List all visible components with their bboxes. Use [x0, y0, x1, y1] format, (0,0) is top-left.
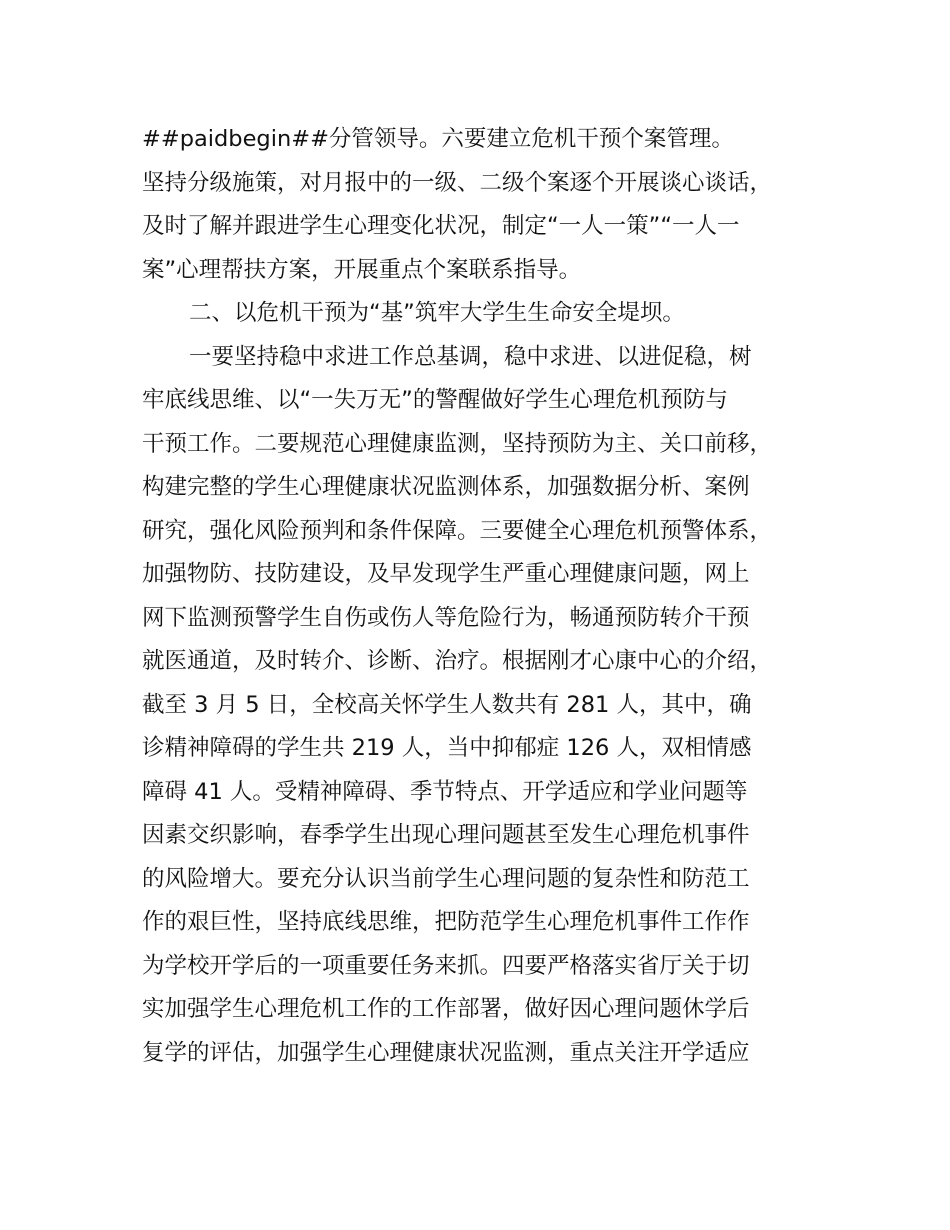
text-line: 干预工作。二要规范心理健康监测，坚持预防为主、关口前移， — [142, 430, 773, 457]
text-line: 实加强学生心理危机工作的工作部署，做好因心理问题休学后 — [142, 996, 750, 1022]
text-line: 就医通道，及时转介、诊断、治疗。根据刚才心康中心的介绍， — [142, 648, 773, 674]
text-line: 加强物防、技防建设，及早发现学生严重心理健康问题，网上 — [142, 561, 750, 587]
text-line: 作的艰巨性，坚持底线思维，把防范学生心理危机事件工作作 — [142, 909, 750, 935]
text-line: 一要坚持稳中求进工作总基调，稳中求进、以进促稳，树 — [189, 343, 752, 370]
text-line: 构建完整的学生心理健康状况监测体系，加强数据分析、案例 — [142, 474, 750, 500]
text-line: 为学校开学后的一项重要任务来抓。四要严格落实省厅关于切 — [142, 952, 750, 979]
text-line: 研究，强化风险预判和条件保障。三要健全心理危机预警体系， — [142, 517, 773, 544]
text-line: 因素交织影响，春季学生出现心理问题甚至发生心理危机事件 — [142, 822, 750, 848]
text-line: 网下监测预警学生自伤或伤人等危险行为，畅通预防转介干预 — [142, 604, 750, 631]
text-line: 的风险增大。要充分认识当前学生心理问题的复杂性和防范工 — [142, 865, 750, 892]
text-line: 牢底线思维、以“一失万无”的警醒做好学生心理危机预防与 — [142, 387, 728, 413]
text-line: ##paidbegin##分管领导。六要建立危机干预个案管理。 — [142, 126, 734, 152]
text-line: 障碍 41 人。受精神障碍、季节特点、开学适应和学业问题等 — [142, 778, 748, 805]
text-line: 截至 3 月 5 日，全校高关怀学生人数共有 281 人，其中，确 — [142, 691, 752, 718]
text-line: 坚持分级施策，对月报中的一级、二级个案逐个开展谈心谈话， — [142, 169, 773, 196]
text-line: 复学的评估，加强学生心理健康状况监测，重点关注开学适应 — [142, 1039, 750, 1066]
document-body — [142, 118, 842, 1075]
text-line: 案”心理帮扶方案，开展重点个案联系指导。 — [142, 256, 582, 283]
section-heading: 二、以危机干预为“基”筑牢大学生生命安全堤坝。 — [189, 300, 685, 326]
text-line: 及时了解并跟进学生心理变化状况，制定“一人一策”“一人一 — [142, 213, 740, 239]
text-line: 诊精神障碍的学生共 219 人，当中抑郁症 126 人，双相情感 — [142, 735, 752, 761]
